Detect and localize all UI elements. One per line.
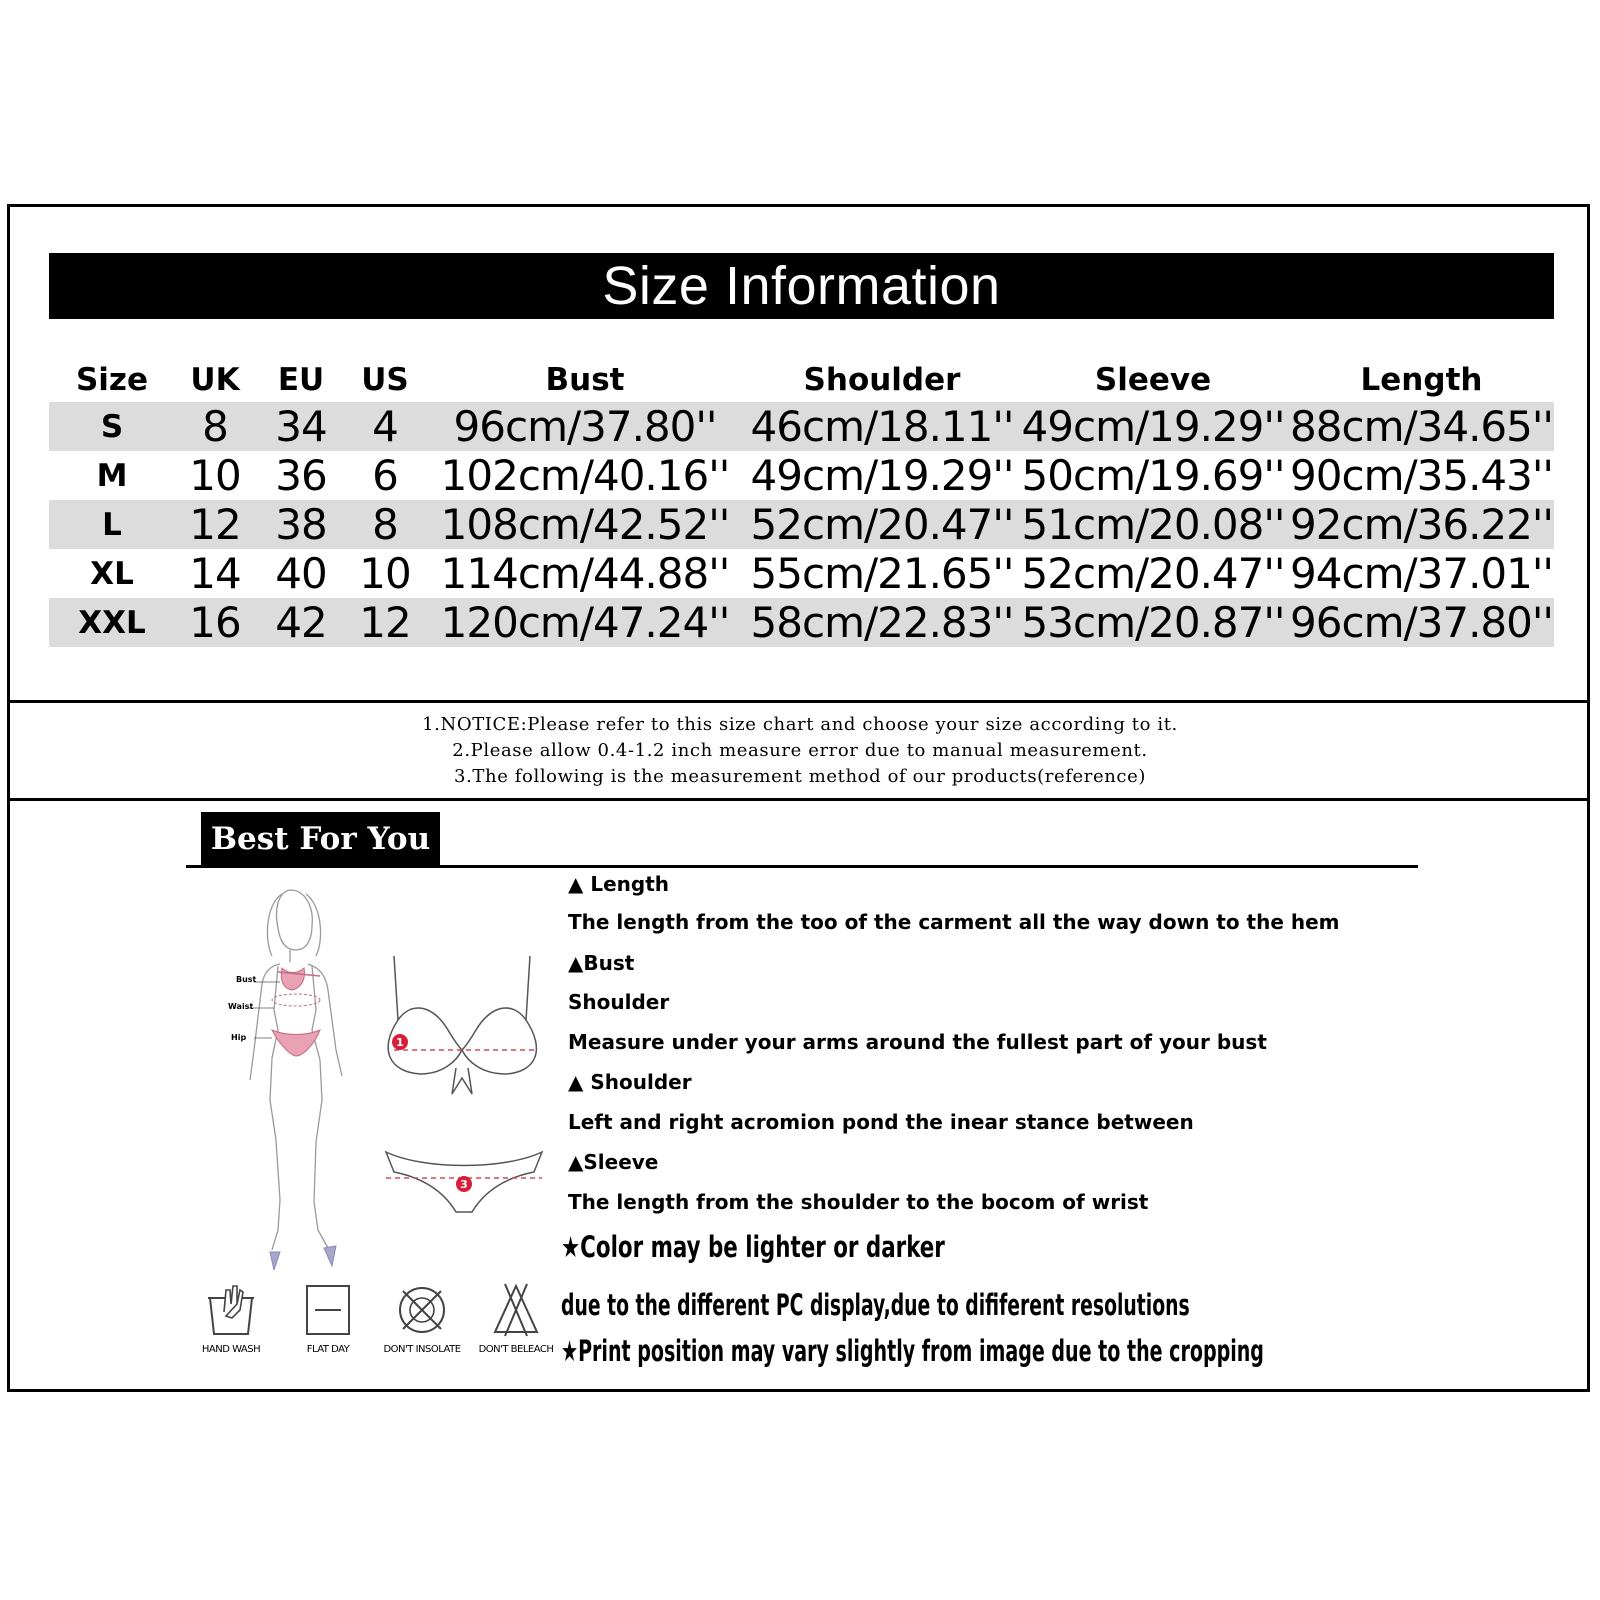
table-row xyxy=(49,402,1554,451)
table-cell: 36 xyxy=(275,451,327,500)
table-cell: 55cm/21.65'' xyxy=(750,549,1014,598)
bra-diagram xyxy=(380,950,550,1100)
column-header: EU xyxy=(277,361,325,398)
care-label: HAND WASH xyxy=(201,1344,261,1355)
table-cell: 10 xyxy=(359,549,411,598)
table-cell: 42 xyxy=(255,598,347,647)
table-cell: 90cm/35.43'' xyxy=(1290,451,1553,500)
measure-heading-sleeve: ▲Sleeve xyxy=(568,1150,659,1174)
measure-heading-shoulder: ▲ Shoulder xyxy=(568,1070,692,1094)
table-row xyxy=(49,549,1554,598)
table-cell: 53cm/20.87'' xyxy=(1017,598,1289,647)
measure-desc-bust: Measure under your arms around the fullest part of your bust xyxy=(568,1030,1267,1054)
column-header: US xyxy=(361,361,409,398)
bra-marker-number: 1 xyxy=(396,1035,404,1049)
table-cell: 16 xyxy=(175,598,255,647)
table-row xyxy=(49,500,1554,549)
table-cell: 96cm/37.80'' xyxy=(423,402,747,451)
tab-underline xyxy=(186,865,1418,868)
care-item-dont-insolate xyxy=(377,1282,467,1355)
measure-subheading-shoulder: Shoulder xyxy=(568,990,670,1014)
brief-marker-number: 3 xyxy=(460,1177,468,1191)
notice-line: 2.Please allow 0.4-1.2 inch measure error due to manual measurement. xyxy=(452,740,1148,761)
table-cell: 51cm/20.08'' xyxy=(1017,500,1289,549)
table-cell: 96cm/37.80'' xyxy=(1290,598,1553,647)
notice-block xyxy=(0,712,1600,790)
table-header-row xyxy=(49,357,1554,402)
size-table xyxy=(49,357,1554,647)
notice-line: 1.NOTICE:Please refer to this size chart and choose your size according to it. xyxy=(422,714,1178,735)
care-item-hand-wash xyxy=(186,1282,276,1355)
measure-desc-length: The length from the too of the carment all the way down to the hem xyxy=(568,910,1340,934)
color-note: ★Color may be lighter or darker xyxy=(561,1230,945,1264)
table-cell: 49cm/19.29'' xyxy=(1017,402,1289,451)
table-cell: 40 xyxy=(275,549,327,598)
dont-insolate-icon xyxy=(395,1282,449,1338)
table-cell: 88cm/34.65'' xyxy=(1290,402,1553,451)
table-cell: 14 xyxy=(189,549,241,598)
table-cell: 8 xyxy=(175,402,255,451)
measure-desc-shoulder: Left and right acromion pond the inear stance between xyxy=(568,1110,1194,1134)
brief-marker xyxy=(456,1176,472,1192)
table-cell: 114cm/44.88'' xyxy=(440,549,730,598)
table-cell: M xyxy=(96,457,128,494)
figure-label-waist: Waist xyxy=(228,1002,254,1011)
table-cell: 12 xyxy=(175,500,255,549)
section-divider-top xyxy=(7,700,1590,703)
table-cell: 50cm/19.69'' xyxy=(1021,451,1285,500)
table-cell: 38 xyxy=(255,500,347,549)
table-cell: XL xyxy=(90,555,134,592)
model-figure-illustration xyxy=(220,880,380,1270)
table-cell: 6 xyxy=(372,451,398,500)
table-row xyxy=(49,451,1554,500)
print-position-note: ★Print position may vary slightly from image due to the cropping xyxy=(561,1334,1264,1368)
table-cell: L xyxy=(49,500,175,549)
column-header: Size xyxy=(75,361,149,398)
best-for-you-tab: Best For You xyxy=(201,812,440,866)
table-cell: 94cm/37.01'' xyxy=(1290,549,1553,598)
measure-desc-sleeve: The length from the shoulder to the bocom of wrist xyxy=(568,1190,1149,1214)
column-header: Length xyxy=(1360,361,1483,398)
figure-label-hip: Hip xyxy=(231,1033,247,1042)
table-cell: 92cm/36.22'' xyxy=(1290,500,1553,549)
page-title: Size Information xyxy=(49,253,1554,319)
measure-heading-bust: ▲Bust xyxy=(568,951,635,975)
hand-wash-icon xyxy=(204,1282,258,1338)
table-cell: 4 xyxy=(347,402,423,451)
flat-dry-icon xyxy=(303,1282,353,1338)
column-header: Shoulder xyxy=(803,361,961,398)
table-cell: 46cm/18.11'' xyxy=(747,402,1017,451)
table-cell: 49cm/19.29'' xyxy=(750,451,1014,500)
table-cell: XXL xyxy=(49,598,175,647)
table-cell: 52cm/20.47'' xyxy=(1021,549,1285,598)
dont-bleach-icon xyxy=(491,1282,541,1338)
table-cell: 10 xyxy=(189,451,241,500)
figure-label-bust: Bust xyxy=(236,975,257,984)
notice-line: 3.The following is the measurement method of our products(reference) xyxy=(454,766,1146,787)
table-cell: S xyxy=(49,402,175,451)
measure-heading-length: ▲ Length xyxy=(568,872,670,896)
column-header: Sleeve xyxy=(1094,361,1212,398)
care-label: DON'T BELEACH xyxy=(478,1344,554,1355)
care-label: DON'T INSOLATE xyxy=(383,1344,461,1355)
column-header: Bust xyxy=(545,361,625,398)
care-label: FLAT DAY xyxy=(306,1344,350,1355)
bra-marker xyxy=(392,1034,408,1050)
display-note: due to the different PC display,due to dififerent resolutions xyxy=(561,1288,1190,1322)
care-item-flat-dry xyxy=(283,1282,373,1355)
table-cell: 108cm/42.52'' xyxy=(423,500,747,549)
table-cell: 102cm/40.16'' xyxy=(440,451,730,500)
section-divider-bottom xyxy=(7,798,1590,801)
table-cell: 52cm/20.47'' xyxy=(747,500,1017,549)
column-header: UK xyxy=(190,361,240,398)
table-cell: 120cm/47.24'' xyxy=(423,598,747,647)
care-item-dont-bleach xyxy=(471,1282,561,1355)
table-cell: 58cm/22.83'' xyxy=(747,598,1017,647)
table-cell: 34 xyxy=(255,402,347,451)
table-cell: 12 xyxy=(347,598,423,647)
table-row xyxy=(49,598,1554,647)
table-cell: 8 xyxy=(347,500,423,549)
